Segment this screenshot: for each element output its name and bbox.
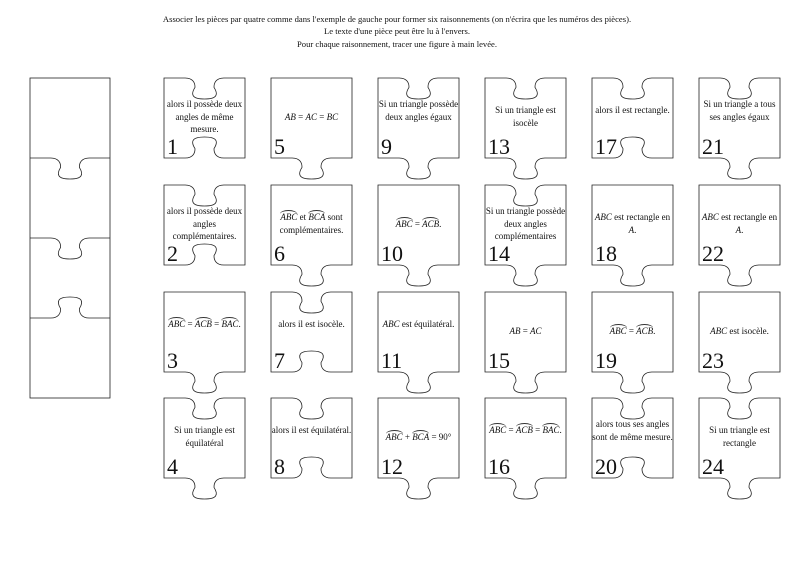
piece-number: 13 — [488, 134, 510, 159]
piece-text: Si un triangle possède deux angles égaux — [378, 99, 459, 122]
piece-number: 11 — [381, 348, 403, 373]
piece-number: 10 — [381, 241, 403, 266]
piece-number: 1 — [167, 134, 178, 159]
piece-text: ABC est équilatéral. — [382, 319, 455, 330]
puzzle-piece-9 — [378, 78, 459, 179]
piece-number: 3 — [167, 348, 178, 373]
example-joint — [30, 158, 110, 179]
puzzle-piece-23 — [699, 292, 780, 393]
puzzle-pieces — [164, 78, 780, 499]
puzzle-piece-16 — [485, 398, 566, 499]
piece-text: Si un triangle est rectangle — [709, 425, 770, 448]
piece-text: ABC = ACB. — [609, 325, 656, 336]
piece-text: alors il possède deux angles de même mesure. — [166, 99, 243, 135]
puzzle-piece-3 — [164, 292, 245, 393]
piece-number: 18 — [595, 241, 617, 266]
instruction-line-2: Le texte d'une pièce peut être lu à l'envers. — [323, 26, 471, 37]
example-joint — [30, 238, 110, 259]
piece-text: Si un triangle a tous ses angles égaux — [703, 99, 776, 122]
piece-text: alors il possède deux angles complémentaires. — [166, 206, 243, 242]
piece-text: ABC + BCA = 90° — [385, 431, 452, 442]
piece-number: 2 — [167, 241, 178, 266]
puzzle-piece-12 — [378, 398, 459, 499]
piece-number: 23 — [702, 348, 724, 373]
piece-text: alors il est isocèle. — [278, 319, 345, 330]
piece-text: ABC et BCA sont complémentaires. — [279, 212, 344, 235]
example-joint — [30, 297, 110, 318]
piece-number: 20 — [595, 454, 617, 479]
piece-number: 24 — [702, 454, 724, 479]
piece-text: AB = AC = BC — [284, 111, 339, 122]
piece-text: alors il est équilatéral. — [271, 425, 352, 436]
piece-text: ABC est rectangle en A. — [594, 212, 671, 235]
piece-number: 22 — [702, 241, 724, 266]
piece-number: 4 — [167, 454, 178, 479]
puzzle-piece-10 — [378, 185, 459, 286]
piece-text: ABC = ACB = BAC. — [489, 425, 562, 436]
piece-number: 6 — [274, 241, 285, 266]
piece-number: 8 — [274, 454, 285, 479]
piece-number: 14 — [488, 241, 510, 266]
puzzle-piece-11 — [378, 292, 459, 393]
instruction-line-3: Pour chaque raisonnement, tracer une figure à main levée. — [297, 38, 497, 49]
puzzle-piece-19 — [592, 292, 673, 393]
piece-text: Si un triangle est équilatéral — [174, 425, 235, 448]
piece-text: AB = AC — [509, 325, 542, 336]
piece-number: 19 — [595, 348, 617, 373]
piece-text: ABC = ACB. — [395, 218, 442, 229]
example-assembled-pieces — [30, 78, 110, 398]
piece-text: ABC est isocèle. — [710, 325, 769, 336]
instruction-line-1: Associer les pièces par quatre comme dans l'exemple de gauche pour former six raisonnements (on n'écrira que les numéros des pièces). — [162, 14, 632, 24]
puzzle-piece-5 — [271, 78, 352, 179]
piece-number: 12 — [381, 454, 403, 479]
piece-number: 15 — [488, 348, 510, 373]
piece-text: alors il est rectangle. — [595, 105, 670, 116]
piece-text: Si un triangle possède deux angles complémentaires — [485, 206, 566, 242]
piece-text: ABC = ACB = BAC. — [168, 319, 241, 330]
piece-number: 21 — [702, 134, 724, 159]
piece-number: 7 — [274, 348, 285, 373]
piece-number: 9 — [381, 134, 392, 159]
piece-number: 5 — [274, 134, 285, 159]
piece-text: ABC est rectangle en A. — [701, 212, 778, 235]
piece-number: 17 — [595, 134, 617, 159]
piece-number: 16 — [488, 454, 510, 479]
piece-text: Si un triangle est isocèle — [495, 105, 556, 128]
puzzle-piece-15 — [485, 292, 566, 393]
piece-text: alors tous ses angles sont de même mesure. — [592, 419, 673, 442]
puzzle-piece-21 — [699, 78, 780, 179]
